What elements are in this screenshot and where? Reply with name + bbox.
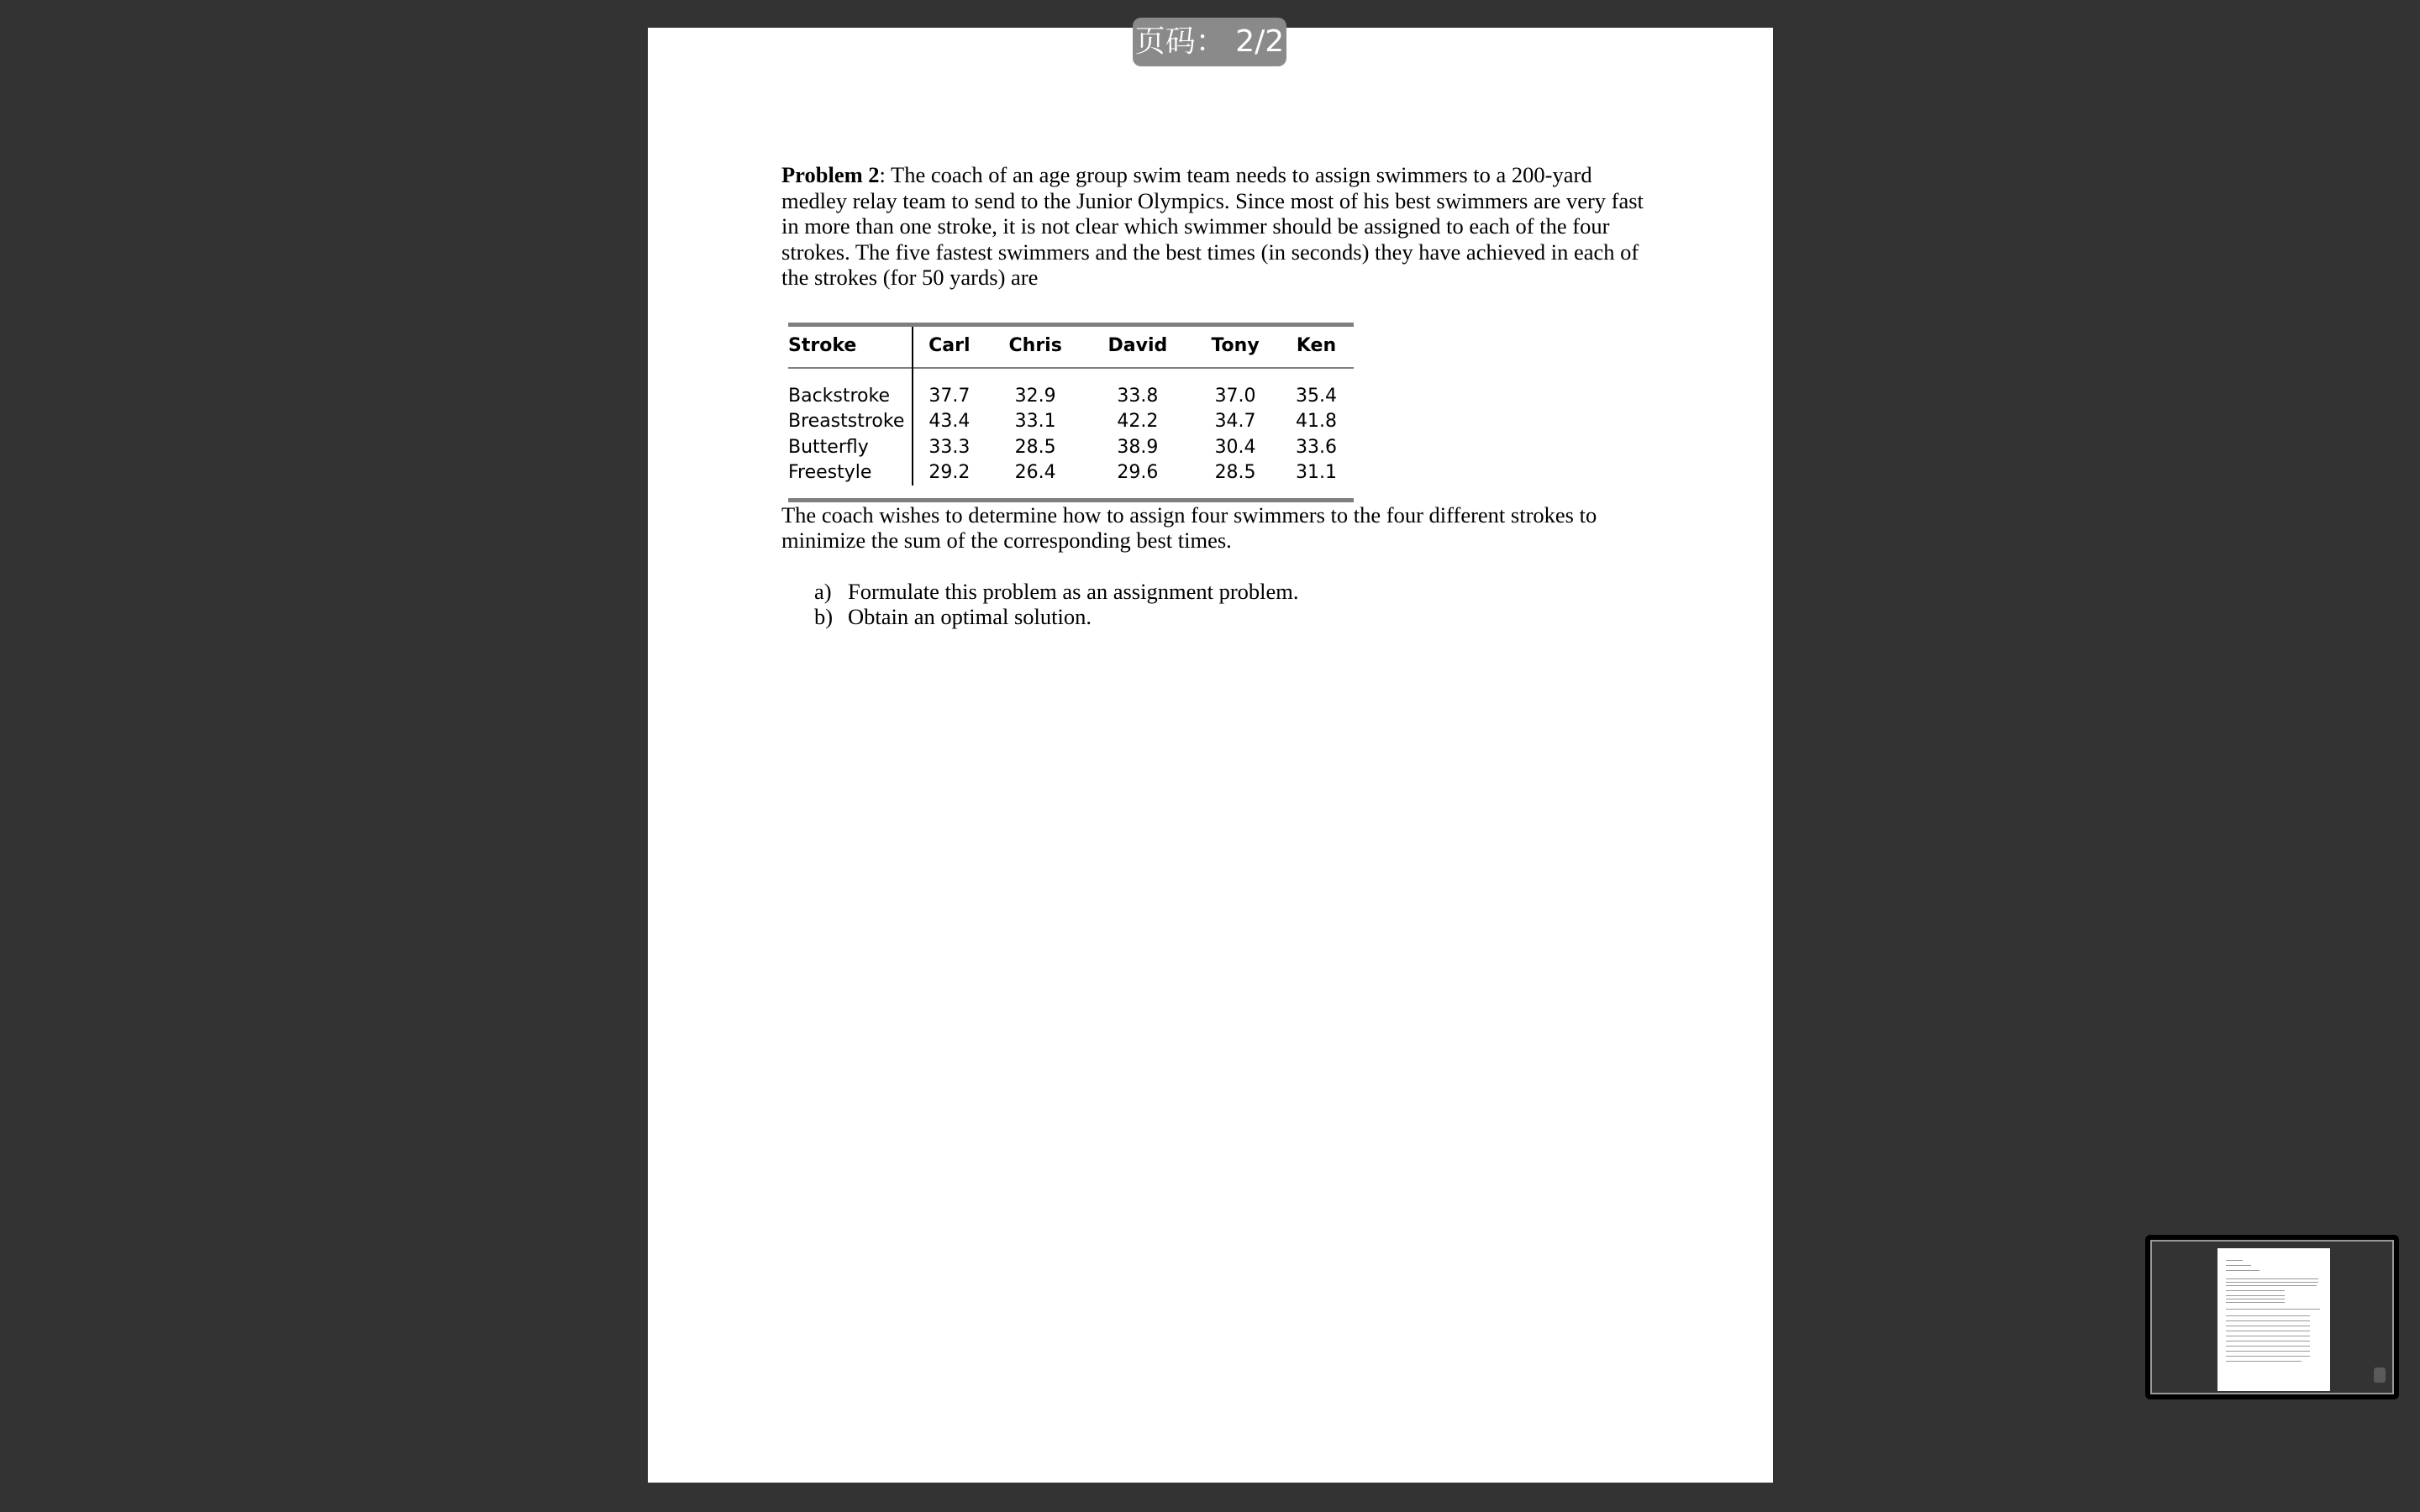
time-cell: 32.9: [1014, 385, 1056, 407]
document-page: [648, 28, 1773, 1483]
header-chris: Chris: [1008, 335, 1062, 357]
header-tony: Tony: [1211, 335, 1260, 357]
table-row: [788, 409, 1354, 435]
stroke-cell: Backstroke: [788, 385, 891, 407]
part-text: Obtain an optimal solution.: [848, 604, 1092, 629]
thumbnail-page[interactable]: [2217, 1248, 2330, 1391]
thumbnail-scroll-handle[interactable]: [2374, 1368, 2386, 1383]
swim-times-table: [788, 323, 1354, 502]
time-cell: 29.6: [1117, 462, 1159, 483]
time-cell: 38.9: [1117, 436, 1159, 458]
part-text: Formulate this problem as an assignment problem.: [848, 578, 1299, 604]
page-number-indicator: 页码： 2/2: [1133, 18, 1286, 66]
table-row: [788, 384, 1354, 410]
time-cell: 30.4: [1214, 436, 1256, 458]
header-david: David: [1107, 335, 1168, 357]
problem-title: Problem 2: [781, 162, 880, 187]
time-cell: 34.7: [1214, 411, 1256, 432]
question-parts: [814, 579, 1647, 630]
coach-paragraph: The coach wishes to determine how to assign four swimmers to the four different strokes to minimize the sum of the corresponding best times.: [781, 501, 1597, 553]
time-cell: 33.8: [1117, 385, 1159, 407]
time-cell: 35.4: [1296, 385, 1337, 407]
problem-paragraph: [781, 162, 1647, 291]
header-stroke: Stroke: [788, 335, 857, 357]
time-cell: 28.5: [1014, 436, 1056, 458]
time-cell: 43.4: [929, 411, 971, 432]
table-column-divider: [912, 327, 913, 486]
list-item: [814, 604, 1647, 630]
header-carl: Carl: [929, 335, 971, 357]
time-cell: 29.2: [929, 462, 971, 483]
table-header-row: [788, 327, 1354, 384]
time-cell: 28.5: [1214, 462, 1256, 483]
time-cell: 37.0: [1214, 385, 1256, 407]
time-cell: 33.6: [1296, 436, 1337, 458]
thumbnail-viewport[interactable]: [2150, 1240, 2394, 1394]
time-cell: 41.8: [1296, 411, 1337, 432]
time-cell: 26.4: [1014, 462, 1056, 483]
time-cell: 33.1: [1014, 411, 1056, 432]
page-content: [781, 162, 1647, 630]
table-header-rule: [788, 367, 1354, 369]
stroke-cell: Butterfly: [788, 436, 869, 458]
times-table: [788, 327, 1354, 486]
table-bottom-rule: [788, 498, 1354, 502]
problem-intro: : The coach of an age group swim team needs to assign swimmers to a 200-yard medley relay team to send to the Junior Olympics. Since most of his best swimmers are very fast in more than one stroke, it is not clear which swimmer should be assigned to each of the four strokes. The five fastest swimmers and the best times (in seconds) they have achieved in each of the strokes (for 50 yards) are: [781, 162, 1644, 290]
page-thumbnail-navigator[interactable]: [2145, 1235, 2399, 1399]
table-row: [788, 435, 1354, 461]
header-ken: Ken: [1296, 335, 1337, 357]
time-cell: 33.3: [929, 436, 971, 458]
list-item: [814, 579, 1647, 605]
stroke-cell: Breaststroke: [788, 411, 905, 432]
time-cell: 42.2: [1117, 411, 1159, 432]
table-row: [788, 460, 1354, 486]
stroke-cell: Freestyle: [788, 462, 872, 483]
part-label: b): [814, 604, 834, 629]
part-label: a): [814, 578, 832, 604]
time-cell: 37.7: [929, 385, 971, 407]
time-cell: 31.1: [1296, 462, 1337, 483]
